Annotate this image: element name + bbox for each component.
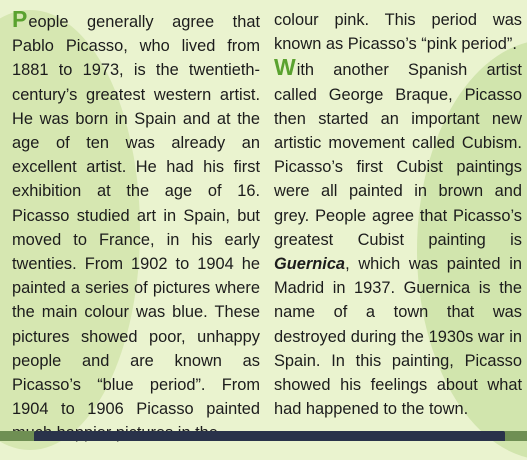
paragraph-text: ith another Spanish artist called George Braque, Picasso then started an important new artistic movement called Cubism. Picasso’s first Cubist paintings were all painted in brown and grey. People agree that Picasso’s greatest Cubist painting is — [274, 61, 522, 249]
paragraph-text: eople generally agree that Pablo Picasso, who lived from 1881 to 1973, is the twentieth-century’s greatest western artist. He was born in Spain and at the age of ten was already an excellent artist. He had his first exhibition at the age of 16. Picasso studied art in Spain, but moved to France, in his early twenties. From 1902 to 1904 he painted a series of pictures where the main colour was blue. These pictures showed poor, unhappy people and are known as Picasso’s “blue period”. From 1904 to 1906 Picasso painted — [12, 13, 260, 419]
right-column — [274, 8, 522, 434]
drop-cap: P — [12, 6, 28, 32]
drop-cap: W — [274, 54, 296, 81]
painting-title: Guernica — [274, 255, 346, 274]
paragraph — [12, 8, 260, 446]
paragraph — [274, 8, 522, 56]
paragraph-text: , which was painted in Madrid in 1937. Guernica is the name of a town that was destroyed during the 1930s war in Spain. In this painting, Picasso showed his feelings about what had happened to the town. — [274, 255, 522, 419]
bottom-image-strip — [0, 431, 527, 441]
paragraph-text: colour pink. This period was known as Picasso’s “pink period”. — [274, 11, 522, 54]
article-text — [12, 8, 522, 434]
paragraph — [274, 56, 522, 421]
left-column — [12, 8, 260, 434]
